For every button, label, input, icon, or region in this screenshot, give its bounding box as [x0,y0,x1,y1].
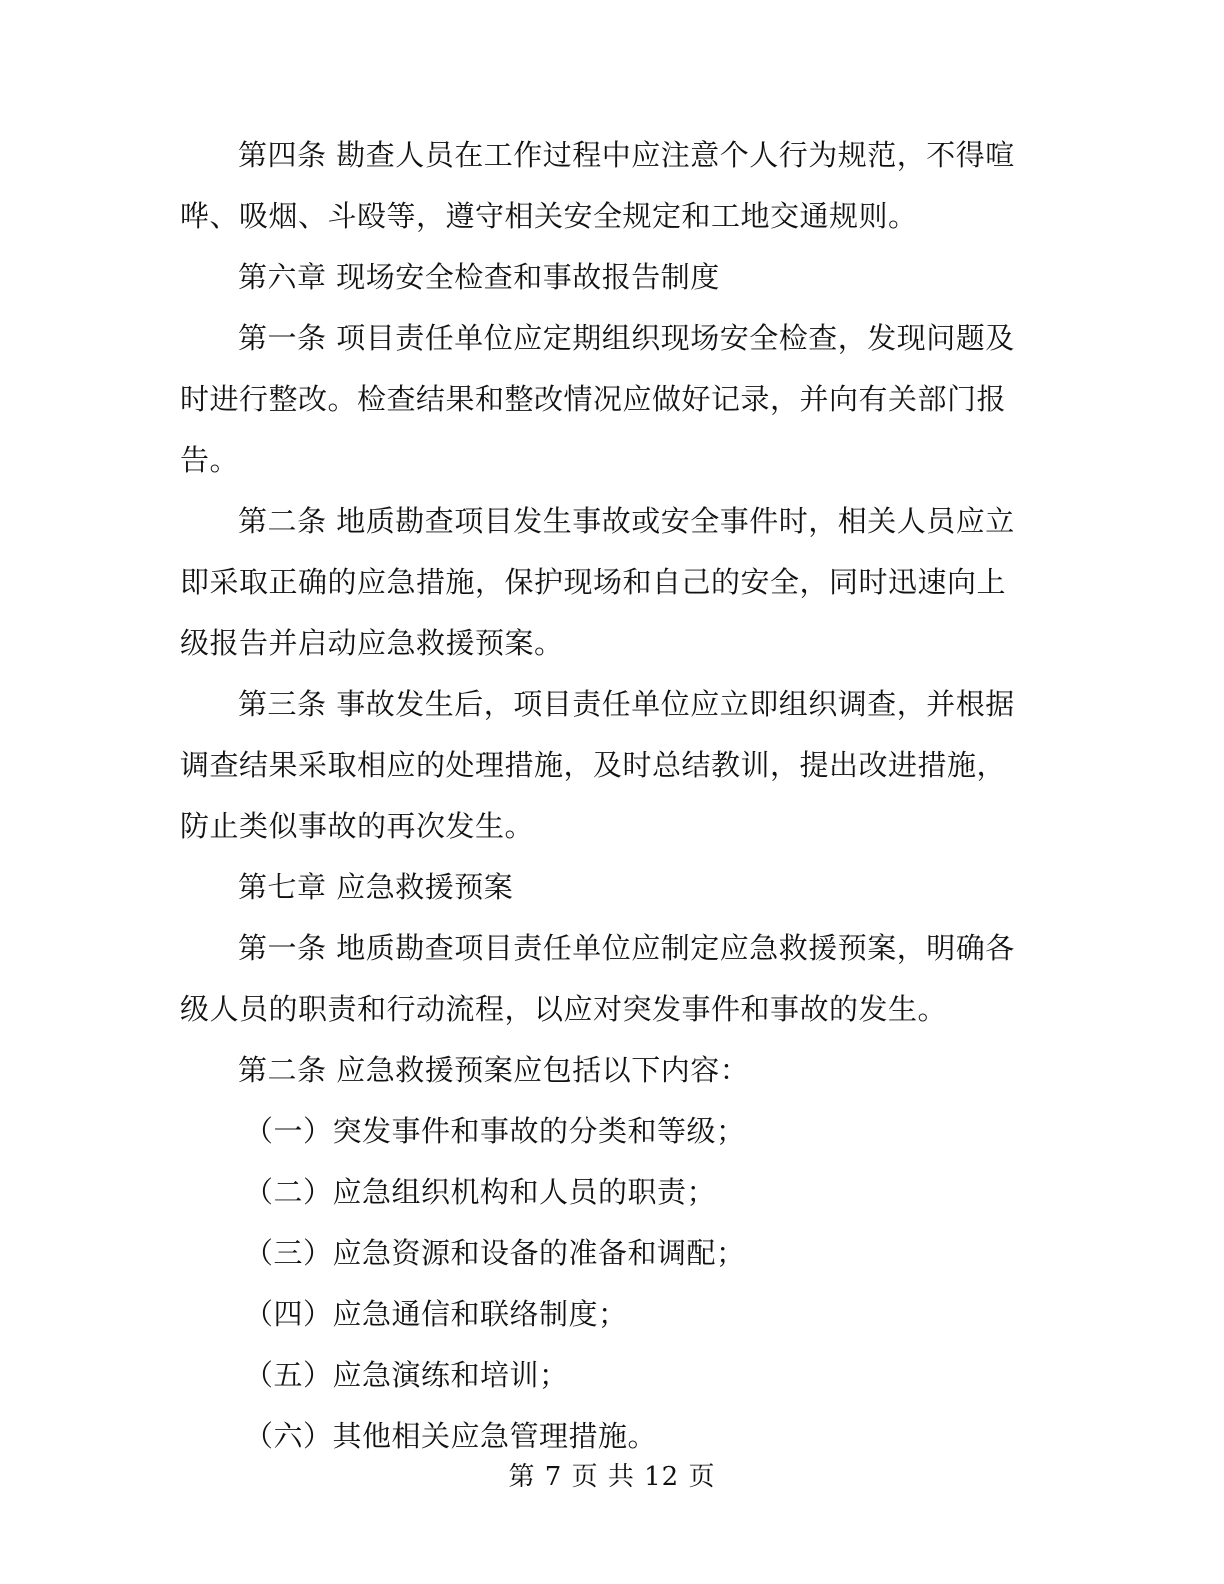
document-body [180,125,1030,1467]
list-item-4: （四）应急通信和联络制度； [244,1297,628,1331]
paragraph-article-1-ch6: 第一条 项目责任单位应定期组织现场安全检查，发现问题及时进行整改。检查结果和整改情况应做好记录，并向有关部门报告。 [180,321,1015,477]
list-item-6: （六）其他相关应急管理措施。 [244,1419,658,1453]
paragraph-article-2-ch7: 第二条 应急救援预案应包括以下内容： [238,1053,750,1087]
paragraph-article-4: 第四条 勘查人员在工作过程中应注意个人行为规范，不得喧哗、吸烟、斗殴等，遵守相关安全规定和工地交通规则。 [180,138,1015,233]
chapter-heading-7: 第七章 应急救援预案 [238,870,514,904]
list-item-5: （五）应急演练和培训； [244,1358,569,1392]
paragraph-article-3-ch6: 第三条 事故发生后，项目责任单位应立即组织调查，并根据调查结果采取相应的处理措施，及时总结教训，提出改进措施，防止类似事故的再次发生。 [180,687,1015,843]
list-item-1: （一）突发事件和事故的分类和等级； [244,1114,746,1148]
chapter-heading-6: 第六章 现场安全检查和事故报告制度 [238,260,720,294]
list-item-3: （三）应急资源和设备的准备和调配； [244,1236,746,1270]
page-number-footer: 第 7 页 共 12 页 [508,1462,716,1492]
list-item-2: （二）应急组织机构和人员的职责； [244,1175,717,1209]
paragraph-article-2-ch6: 第二条 地质勘查项目发生事故或安全事件时，相关人员应立即采取正确的应急措施，保护现场和自己的安全，同时迅速向上级报告并启动应急救援预案。 [180,504,1015,660]
paragraph-article-1-ch7: 第一条 地质勘查项目责任单位应制定应急救援预案，明确各级人员的职责和行动流程，以应对突发事件和事故的发生。 [180,931,1015,1026]
